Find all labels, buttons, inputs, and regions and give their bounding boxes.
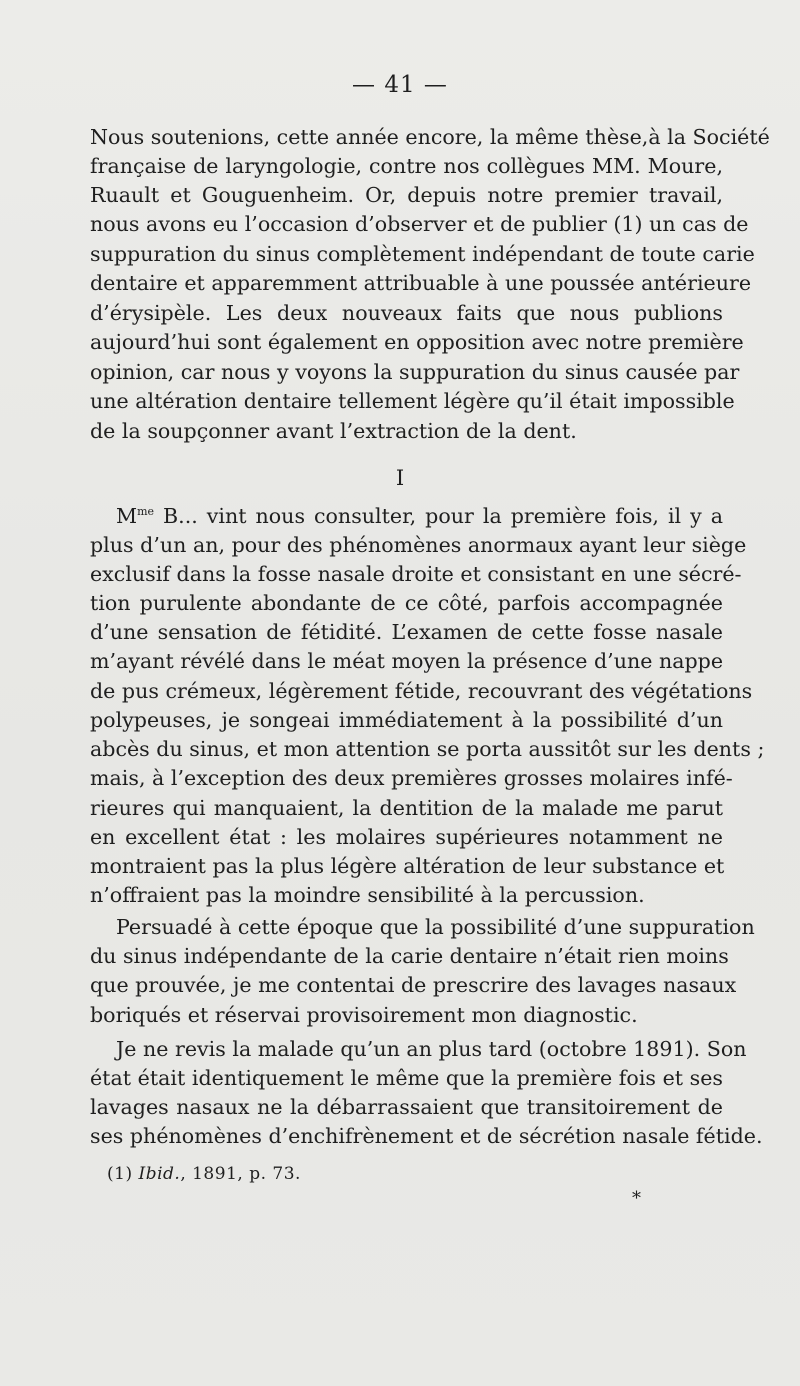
text-line: polypeuses, je songeai immédiatement à la possibilité d’un: [90, 708, 723, 732]
text-line: d’érysipèle. Les deux nouveaux faits que nous publions: [90, 301, 723, 325]
text-line: Ruault et Gouguenheim. Or, depuis notre premier travail,: [90, 183, 723, 207]
text-line: en excellent état : les molaires supérieures notamment ne: [90, 825, 723, 849]
text-line: boriqués et réservai provisoirement mon diagnostic.: [90, 1003, 638, 1027]
text-line: [116, 502, 723, 531]
text-line: lavages nasaux ne la débarrassaient que transitoirement de: [90, 1095, 723, 1119]
case-title-superscript: me: [137, 505, 155, 519]
footnote-citation: , 1891, p. 73.: [180, 1164, 301, 1184]
text-line: rieures qui manquaient, la dentition de la malade me parut: [90, 796, 723, 820]
text-line: Persuadé à cette époque que la possibilité d’une suppuration: [116, 915, 755, 939]
text-line: mais, à l’exception des deux premières grosses molaires infé-: [90, 766, 733, 790]
text-line: française de laryngologie, contre nos collègues MM. Moure,: [90, 154, 723, 178]
footnote-reference: Ibid.: [138, 1164, 181, 1184]
text-line: que prouvée, je me contentai de prescrire des lavages nasaux: [90, 973, 737, 997]
case-title-prefix: M: [116, 504, 138, 528]
text-line: abcès du sinus, et mon attention se porta aussitôt sur les dents ;: [90, 737, 765, 761]
text-line: opinion, car nous y voyons la suppuration du sinus causée par: [90, 360, 740, 384]
text-line: de la soupçonner avant l’extraction de la dent.: [90, 419, 577, 443]
text-line: dentaire et apparemment attribuable à une poussée antérieure: [90, 271, 752, 295]
text-line: Je ne revis la malade qu’un an plus tard (octobre 1891). Son: [116, 1037, 747, 1061]
text-line: du sinus indépendante de la carie dentaire n’était rien moins: [90, 944, 729, 968]
text-line: état était identiquement le même que la première fois et ses: [90, 1066, 723, 1090]
text-line: n’offraient pas la moindre sensibilité à la percussion.: [90, 883, 645, 907]
footnote-marker: (1): [107, 1164, 139, 1184]
text-line: tion purulente abondante de ce côté, parfois accompagnée: [90, 591, 723, 615]
text-line: aujourd’hui sont également en opposition avec notre première: [90, 330, 744, 354]
text-line: plus d’un an, pour des phénomènes anormaux ayant leur siège: [90, 533, 747, 557]
page-number: — 41 —: [352, 72, 448, 98]
section-numeral: I: [395, 466, 405, 490]
text-line: Nous soutenions, cette année encore, la même thèse,à la Société: [90, 125, 770, 149]
text-line: de pus crémeux, légèrement fétide, recouvrant des végétations: [90, 679, 753, 703]
text-line: exclusif dans la fosse nasale droite et consistant en une sécré-: [90, 562, 742, 586]
text-line: suppuration du sinus complètement indépendant de toute carie: [90, 242, 755, 266]
text-line: m’ayant révélé dans le méat moyen la présence d’une nappe: [90, 649, 724, 673]
case-first-line: B... vint nous consulter, pour la première fois, il y a: [154, 504, 723, 528]
text-line: une altération dentaire tellement légère qu’il était impossible: [90, 389, 735, 413]
text-line: ses phénomènes d’enchifrènement et de sécrétion nasale fétide.: [90, 1124, 763, 1148]
text-line: montraient pas la plus légère altération de leur substance et: [90, 854, 725, 878]
footnote: [107, 1164, 301, 1184]
text-line: d’une sensation de fétidité. L’examen de cette fosse nasale: [90, 620, 723, 644]
text-line: nous avons eu l’occasion d’observer et de publier (1) un cas de: [90, 212, 749, 236]
printer-mark: *: [632, 1188, 641, 1209]
